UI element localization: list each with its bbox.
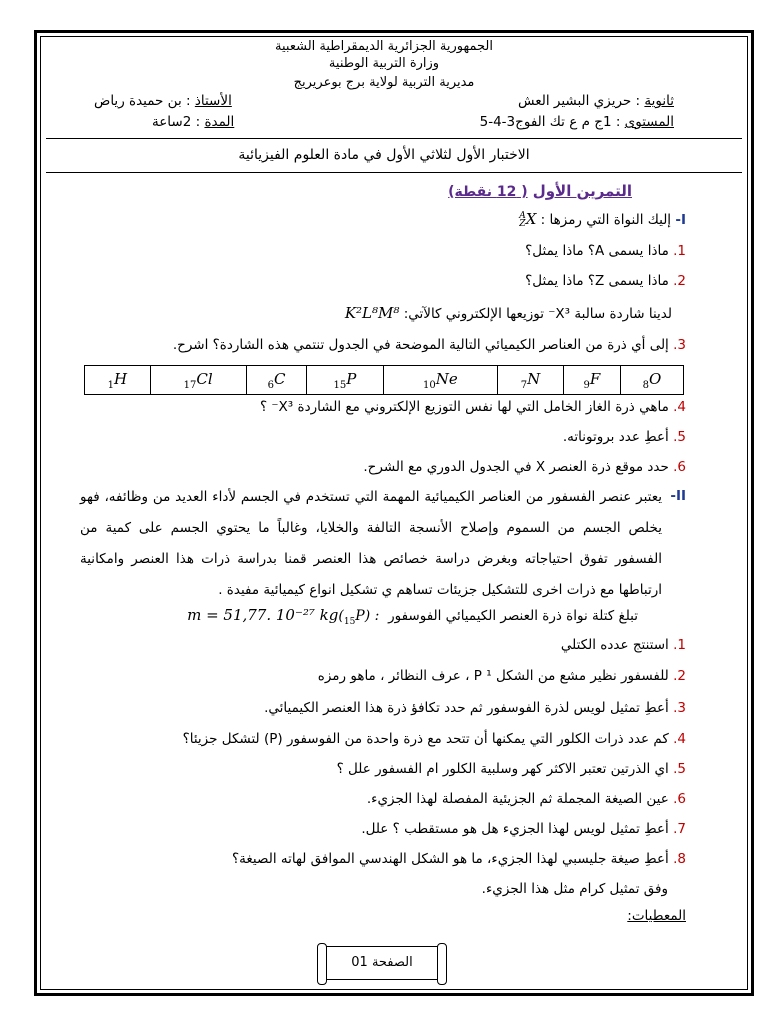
part1-intro: إليك النواة التي رمزها : xyxy=(540,212,672,228)
page-number: الصفحة 01 xyxy=(351,955,413,970)
part2-question-3: 3. أعطِ تمثيل لويس لذرة الفوسفور ثم حدد تكافؤ ذرة هذا العنصر الكيميائي. xyxy=(264,700,686,716)
teacher-value: : بن حميدة رياض xyxy=(94,93,191,109)
phosphorus-notation: $(_{15}P)$ : xyxy=(338,608,384,627)
part1-q6-text: حدد موقع ذرة العنصر X في الجدول الدوري مع الشرح. xyxy=(363,459,669,475)
exercise1-points: ( 12 نقطة) xyxy=(448,184,528,200)
part2-question-6: 6. عين الصيغة المجملة ثم الجزيئية المفصلة لهذا الجزيء. xyxy=(366,791,686,807)
elements-row xyxy=(85,366,684,395)
element-cell: $_1$H xyxy=(85,366,151,395)
mass-line xyxy=(187,606,638,631)
nucleus-symbol xyxy=(519,210,536,228)
element-cell: $_6$C xyxy=(246,366,306,395)
republic-line: الجمهورية الجزائرية الديمقراطية الشعبية xyxy=(275,39,493,54)
element-cell: $_{17}$Cl xyxy=(150,366,246,395)
header-divider-top xyxy=(46,138,742,139)
school-name: : حريزي البشير العش xyxy=(518,93,641,109)
part2-paragraph: يعتبر عنصر الفسفور من العناصر الكيميائية المهمة التي تستخدم في الجسم لأداء العديد من وظائفه، فهو يخلص الجسم من السموم وإصلاح الأنسجة التالفة والخلايا، وغالباً ما يحتوي الجسم على كمية من الفسفور تفوق احتياجاته وبغرض دراسة خصائص هذا العنصر قمنا بدراسة ذرات هذا العنصر وامكانية ارتباطها مع ذرات اخرى للتشكيل جزيئات تساهم ي تشكيل انواع كيميائية مفيدة . xyxy=(80,489,662,598)
exercise1-title: التمرين الأول xyxy=(532,182,632,200)
part2-label-wrap xyxy=(670,488,686,504)
part1-question-2: 2. ماذا يسمى Z؟ ماذا يمثل؟ xyxy=(525,273,686,289)
part2-question-4: 4. كم عدد ذرات الكلور التي يمكنها أن تتحد مع ذرة واحدة من الفوسفور (P) لتشكل جزيئا؟ xyxy=(182,731,686,747)
level-info xyxy=(480,114,674,130)
data-label: المعطيات: xyxy=(627,908,686,924)
element-cell: $_9$F xyxy=(563,366,620,395)
teacher-info xyxy=(94,93,232,109)
part1-q5-text: أعطِ عدد بروتوناته. xyxy=(562,429,669,445)
part2-question-1: 1. استنتج عدده الكتلي xyxy=(560,637,686,653)
part2-question-7: 7. أعطِ تمثيل لويس لهذا الجزيء هل هو مستقطب ؟ علل. xyxy=(361,821,686,837)
element-cell: $_{15}$P xyxy=(307,366,383,395)
duration-value: : 2ساعة xyxy=(152,114,201,130)
part2-question-5: 5. اي الذرتين تعتبر الاكثر كهر وسلبية الكلور ام الفسفور علل ؟ xyxy=(336,761,686,777)
ion-description-line xyxy=(345,304,672,323)
part1-label: I- xyxy=(675,212,686,228)
part2-q1-text: استنتج عدده الكتلي xyxy=(560,637,669,653)
part1-question-5: 5. أعطِ عدد بروتوناته. xyxy=(562,429,686,445)
part1-question-6: 6. حدد موقع ذرة العنصر X في الجدول الدوري مع الشرح. xyxy=(363,459,686,475)
ion-line-text: لدينا شاردة سالبة X³⁻ توزيعها الإلكتروني كالآتي: xyxy=(403,306,672,322)
part1-question-1: 1. ماذا يسمى A؟ ماذا يمثل؟ xyxy=(525,243,686,259)
part1-q2-text: ماذا يسمى Z؟ ماذا يمثل؟ xyxy=(525,273,669,289)
level-label: المستوى xyxy=(624,114,674,130)
school-label: ثانوية xyxy=(644,93,674,109)
level-value: : 1ج م ع تك الفوج3-4-5 xyxy=(479,114,621,130)
part2-q5-text: اي الذرتين تعتبر الاكثر كهر وسلبية الكلور ام الفسفور علل ؟ xyxy=(336,761,669,777)
part1-question-4: 4. ماهي ذرة الغاز الخامل التي لها نفس التوزيع الإلكتروني مع الشاردة X³⁻ ؟ xyxy=(259,399,686,415)
ion-electron-configuration: K²L⁸M⁸ xyxy=(344,304,400,322)
part2-label: II- xyxy=(670,488,686,504)
nucleus-atomic-number: Z xyxy=(519,219,526,229)
elements-table xyxy=(84,365,684,395)
nucleus-letter: X xyxy=(525,210,537,228)
ministry-line: وزارة التربية الوطنية xyxy=(328,56,440,71)
part2-question-2: 2. للفسفور نظير مشع من الشكل P ¹ ، عرف النظائر ، ماهو رمزه xyxy=(317,668,686,684)
mass-value: m = 51,77. 10⁻²⁷ kg xyxy=(187,606,339,624)
part2-q7-text: أعطِ تمثيل لويس لهذا الجزيء هل هو مستقطب ؟ علل. xyxy=(361,821,669,837)
part2-q2-text: للفسفور نظير مشع من الشكل P ¹ ، عرف النظائر ، ماهو رمزه xyxy=(317,668,669,684)
exam-title: الاختبار الأول لثلاثي الأول في مادة العلوم الفيزيائية xyxy=(238,147,530,163)
part2-q8-text: أعطِ صيغة جليسبي لهذا الجزيء، ما هو الشكل الهندسي الموافق لهاته الصيغة؟ xyxy=(232,851,669,867)
part1-q1-text: ماذا يسمى A؟ ماذا يمثل؟ xyxy=(525,243,669,259)
exercise1-heading xyxy=(448,181,632,200)
element-cell: $_7$N xyxy=(498,366,564,395)
part2-question-8: 8. أعطِ صيغة جليسبي لهذا الجزيء، ما هو الشكل الهندسي الموافق لهاته الصيغة؟ xyxy=(232,851,686,867)
part2-q4-text: كم عدد ذرات الكلور التي يمكنها أن تتحد مع ذرة واحدة من الفوسفور (P) لتشكل جزيئا؟ xyxy=(182,731,669,747)
nucleus-mass-number: A xyxy=(519,211,526,221)
mass-line-text: تبلغ كتلة نواة ذرة العنصر الكيميائي الفوسفور xyxy=(388,608,638,624)
part1-q3-text: إلى أي ذرة من العناصر الكيميائي التالية الموضحة في الجدول تنتمي هذه الشاردة؟ اشرح. xyxy=(172,337,669,353)
school-info xyxy=(518,93,674,109)
part2-q6-text: عين الصيغة المجملة ثم الجزيئية المفصلة لهذا الجزيء. xyxy=(366,791,669,807)
part2-q3-text: أعطِ تمثيل لويس لذرة الفوسفور ثم حدد تكافؤ ذرة هذا العنصر الكيميائي. xyxy=(264,700,669,716)
directorate-line: مديرية التربية لولاية برج بوعريريج xyxy=(293,75,475,90)
part1-q4-text: ماهي ذرة الغاز الخامل التي لها نفس التوزيع الإلكتروني مع الشاردة X³⁻ ؟ xyxy=(259,399,669,415)
duration-label: المدة xyxy=(204,114,235,130)
page-number-box xyxy=(322,946,442,980)
part1-question-3: 3. إلى أي ذرة من العناصر الكيميائي التالية الموضحة في الجدول تنتمي هذه الشاردة؟ اشرح. xyxy=(172,337,686,353)
element-cell: $_8$O xyxy=(620,366,683,395)
duration-info xyxy=(152,114,234,130)
part1-intro-line xyxy=(519,210,686,229)
element-cell: $_{10}$Ne xyxy=(383,366,498,395)
part2-question-8b: وفق تمثيل كرام مثل هذا الجزيء. xyxy=(481,881,668,897)
teacher-label: الأستاذ xyxy=(194,93,232,109)
header-divider-bottom xyxy=(46,172,742,173)
